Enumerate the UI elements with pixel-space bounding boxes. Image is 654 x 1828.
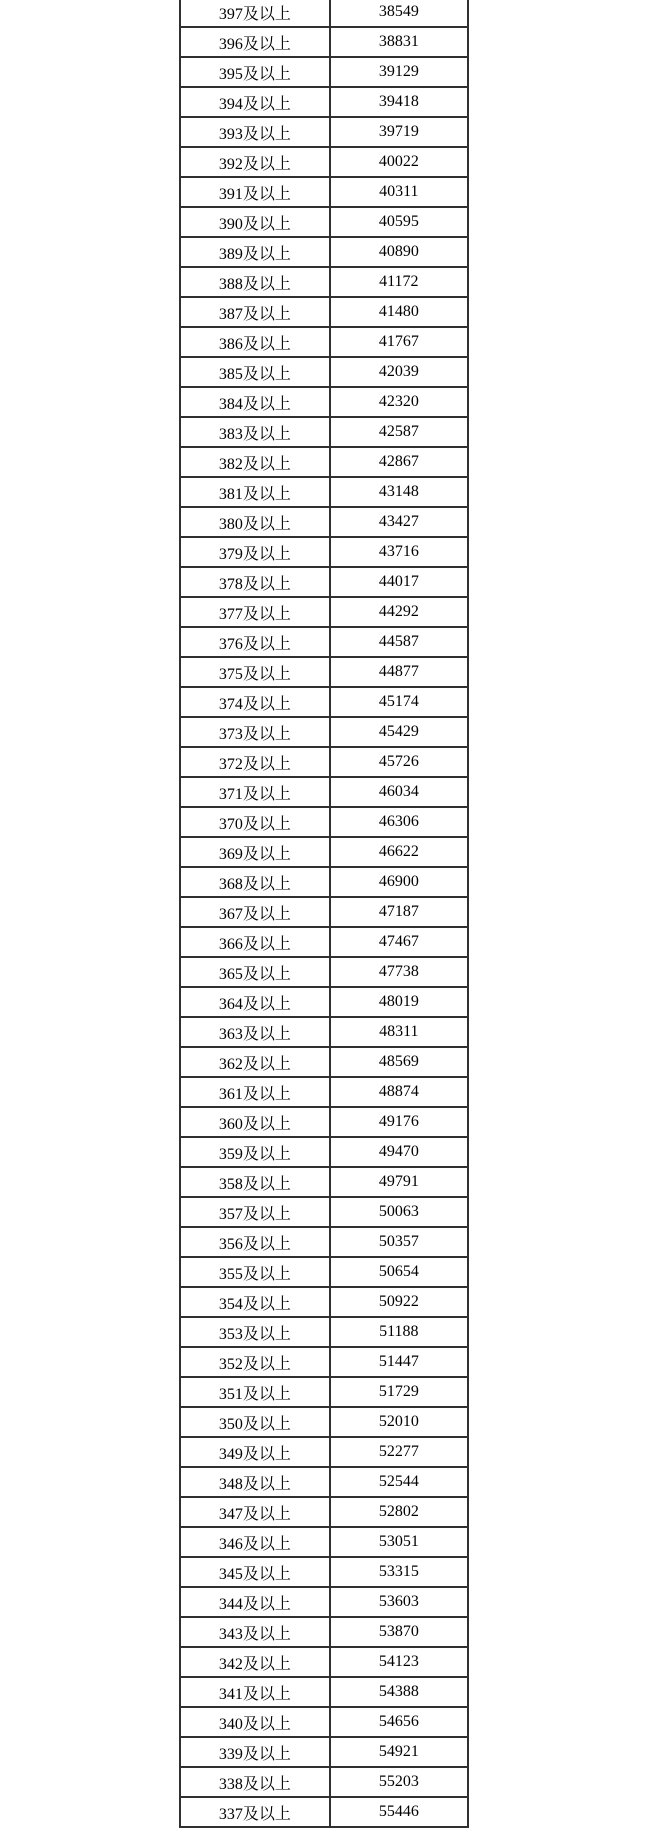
count-cell: 52802: [330, 1497, 468, 1527]
table-row: [180, 1677, 468, 1707]
score-cell: 356及以上: [180, 1227, 330, 1257]
count-cell: 52277: [330, 1437, 468, 1467]
count-cell: 42320: [330, 387, 468, 417]
count-cell: 40311: [330, 177, 468, 207]
score-cell: 370及以上: [180, 807, 330, 837]
count-cell: 48311: [330, 1017, 468, 1047]
score-cell: 386及以上: [180, 327, 330, 357]
score-cell: 374及以上: [180, 687, 330, 717]
count-cell: 44292: [330, 597, 468, 627]
count-cell: 42039: [330, 357, 468, 387]
count-cell: 46034: [330, 777, 468, 807]
score-cell: 344及以上: [180, 1587, 330, 1617]
table-row: [180, 1407, 468, 1437]
count-cell: 49791: [330, 1167, 468, 1197]
score-cell: 375及以上: [180, 657, 330, 687]
table-row: [180, 567, 468, 597]
table-row: [180, 1347, 468, 1377]
count-cell: 50357: [330, 1227, 468, 1257]
count-cell: 45726: [330, 747, 468, 777]
table-row: [180, 897, 468, 927]
table-row: [180, 1437, 468, 1467]
count-cell: 54656: [330, 1707, 468, 1737]
table-row: [180, 1107, 468, 1137]
count-cell: 39129: [330, 57, 468, 87]
count-cell: 50654: [330, 1257, 468, 1287]
score-cell: 340及以上: [180, 1707, 330, 1737]
score-table: [179, 0, 469, 1828]
table-row: [180, 1197, 468, 1227]
table-row: [180, 1377, 468, 1407]
score-cell: 369及以上: [180, 837, 330, 867]
count-cell: 53870: [330, 1617, 468, 1647]
count-cell: 51188: [330, 1317, 468, 1347]
score-cell: 352及以上: [180, 1347, 330, 1377]
score-cell: 388及以上: [180, 267, 330, 297]
table-row: [180, 777, 468, 807]
score-distribution-table: [179, 0, 469, 1828]
table-row: [180, 447, 468, 477]
table-row: [180, 537, 468, 567]
score-cell: 384及以上: [180, 387, 330, 417]
count-cell: 47187: [330, 897, 468, 927]
count-cell: 46622: [330, 837, 468, 867]
score-cell: 381及以上: [180, 477, 330, 507]
count-cell: 46900: [330, 867, 468, 897]
score-cell: 377及以上: [180, 597, 330, 627]
count-cell: 54123: [330, 1647, 468, 1677]
count-cell: 53603: [330, 1587, 468, 1617]
count-cell: 44587: [330, 627, 468, 657]
score-cell: 396及以上: [180, 27, 330, 57]
score-cell: 342及以上: [180, 1647, 330, 1677]
count-cell: 39418: [330, 87, 468, 117]
score-cell: 363及以上: [180, 1017, 330, 1047]
count-cell: 50922: [330, 1287, 468, 1317]
score-cell: 376及以上: [180, 627, 330, 657]
table-row: [180, 1737, 468, 1767]
score-cell: 349及以上: [180, 1437, 330, 1467]
count-cell: 55203: [330, 1767, 468, 1797]
table-row: [180, 807, 468, 837]
table-row: [180, 687, 468, 717]
table-row: [180, 597, 468, 627]
count-cell: 52544: [330, 1467, 468, 1497]
count-cell: 39719: [330, 117, 468, 147]
table-row: [180, 417, 468, 447]
score-cell: 357及以上: [180, 1197, 330, 1227]
table-row: [180, 57, 468, 87]
table-row: [180, 987, 468, 1017]
table-row: [180, 1167, 468, 1197]
score-cell: 380及以上: [180, 507, 330, 537]
table-row: [180, 267, 468, 297]
score-cell: 345及以上: [180, 1557, 330, 1587]
count-cell: 40890: [330, 237, 468, 267]
table-row: [180, 1707, 468, 1737]
count-cell: 48874: [330, 1077, 468, 1107]
count-cell: 50063: [330, 1197, 468, 1227]
table-row: [180, 1047, 468, 1077]
score-cell: 350及以上: [180, 1407, 330, 1437]
table-row: [180, 27, 468, 57]
score-cell: 390及以上: [180, 207, 330, 237]
table-row: [180, 87, 468, 117]
score-cell: 394及以上: [180, 87, 330, 117]
table-row: [180, 327, 468, 357]
count-cell: 51447: [330, 1347, 468, 1377]
table-row: [180, 387, 468, 417]
count-cell: 52010: [330, 1407, 468, 1437]
score-cell: 354及以上: [180, 1287, 330, 1317]
score-cell: 367及以上: [180, 897, 330, 927]
count-cell: 41767: [330, 327, 468, 357]
count-cell: 53315: [330, 1557, 468, 1587]
score-cell: 379及以上: [180, 537, 330, 567]
score-cell: 338及以上: [180, 1767, 330, 1797]
table-row: [180, 627, 468, 657]
score-cell: 360及以上: [180, 1107, 330, 1137]
score-cell: 364及以上: [180, 987, 330, 1017]
table-row: [180, 1077, 468, 1107]
count-cell: 40022: [330, 147, 468, 177]
table-row: [180, 1497, 468, 1527]
count-cell: 41480: [330, 297, 468, 327]
score-cell: 348及以上: [180, 1467, 330, 1497]
table-row: [180, 1287, 468, 1317]
table-row: [180, 1317, 468, 1347]
score-cell: 362及以上: [180, 1047, 330, 1077]
count-cell: 44877: [330, 657, 468, 687]
table-row: [180, 207, 468, 237]
count-cell: 44017: [330, 567, 468, 597]
score-cell: 339及以上: [180, 1737, 330, 1767]
score-cell: 365及以上: [180, 957, 330, 987]
score-cell: 393及以上: [180, 117, 330, 147]
count-cell: 42867: [330, 447, 468, 477]
table-row: [180, 297, 468, 327]
score-cell: 382及以上: [180, 447, 330, 477]
count-cell: 47467: [330, 927, 468, 957]
score-cell: 337及以上: [180, 1797, 330, 1827]
count-cell: 45174: [330, 687, 468, 717]
score-table-body: [180, 0, 468, 1827]
score-cell: 358及以上: [180, 1167, 330, 1197]
table-row: [180, 117, 468, 147]
table-row: [180, 1767, 468, 1797]
table-row: [180, 1797, 468, 1827]
count-cell: 49176: [330, 1107, 468, 1137]
count-cell: 45429: [330, 717, 468, 747]
score-cell: 371及以上: [180, 777, 330, 807]
table-row: [180, 507, 468, 537]
score-cell: 355及以上: [180, 1257, 330, 1287]
count-cell: 55446: [330, 1797, 468, 1827]
count-cell: 47738: [330, 957, 468, 987]
count-cell: 54388: [330, 1677, 468, 1707]
score-cell: 368及以上: [180, 867, 330, 897]
table-row: [180, 1587, 468, 1617]
score-cell: 343及以上: [180, 1617, 330, 1647]
count-cell: 42587: [330, 417, 468, 447]
count-cell: 43427: [330, 507, 468, 537]
count-cell: 46306: [330, 807, 468, 837]
score-cell: 397及以上: [180, 0, 330, 27]
count-cell: 38549: [330, 0, 468, 27]
score-cell: 359及以上: [180, 1137, 330, 1167]
score-cell: 385及以上: [180, 357, 330, 387]
score-cell: 351及以上: [180, 1377, 330, 1407]
table-row: [180, 1137, 468, 1167]
table-row: [180, 1647, 468, 1677]
table-row: [180, 1467, 468, 1497]
count-cell: 43716: [330, 537, 468, 567]
score-cell: 353及以上: [180, 1317, 330, 1347]
count-cell: 38831: [330, 27, 468, 57]
score-cell: 387及以上: [180, 297, 330, 327]
table-row: [180, 957, 468, 987]
score-cell: 392及以上: [180, 147, 330, 177]
score-cell: 378及以上: [180, 567, 330, 597]
score-cell: 341及以上: [180, 1677, 330, 1707]
count-cell: 40595: [330, 207, 468, 237]
count-cell: 54921: [330, 1737, 468, 1767]
count-cell: 51729: [330, 1377, 468, 1407]
count-cell: 53051: [330, 1527, 468, 1557]
table-row: [180, 147, 468, 177]
table-row: [180, 927, 468, 957]
score-cell: 373及以上: [180, 717, 330, 747]
table-row: [180, 1257, 468, 1287]
score-cell: 346及以上: [180, 1527, 330, 1557]
table-row: [180, 477, 468, 507]
score-cell: 366及以上: [180, 927, 330, 957]
table-row: [180, 1557, 468, 1587]
count-cell: 41172: [330, 267, 468, 297]
table-row: [180, 717, 468, 747]
table-row: [180, 1617, 468, 1647]
score-cell: 389及以上: [180, 237, 330, 267]
score-cell: 391及以上: [180, 177, 330, 207]
table-row: [180, 237, 468, 267]
score-cell: 395及以上: [180, 57, 330, 87]
table-row: [180, 357, 468, 387]
table-row: [180, 867, 468, 897]
table-row: [180, 747, 468, 777]
count-cell: 49470: [330, 1137, 468, 1167]
count-cell: 48569: [330, 1047, 468, 1077]
table-row: [180, 1227, 468, 1257]
count-cell: 48019: [330, 987, 468, 1017]
table-row: [180, 1527, 468, 1557]
score-cell: 372及以上: [180, 747, 330, 777]
table-row: [180, 657, 468, 687]
table-row: [180, 837, 468, 867]
score-cell: 361及以上: [180, 1077, 330, 1107]
table-row: [180, 0, 468, 27]
table-row: [180, 1017, 468, 1047]
count-cell: 43148: [330, 477, 468, 507]
score-cell: 383及以上: [180, 417, 330, 447]
table-row: [180, 177, 468, 207]
score-cell: 347及以上: [180, 1497, 330, 1527]
